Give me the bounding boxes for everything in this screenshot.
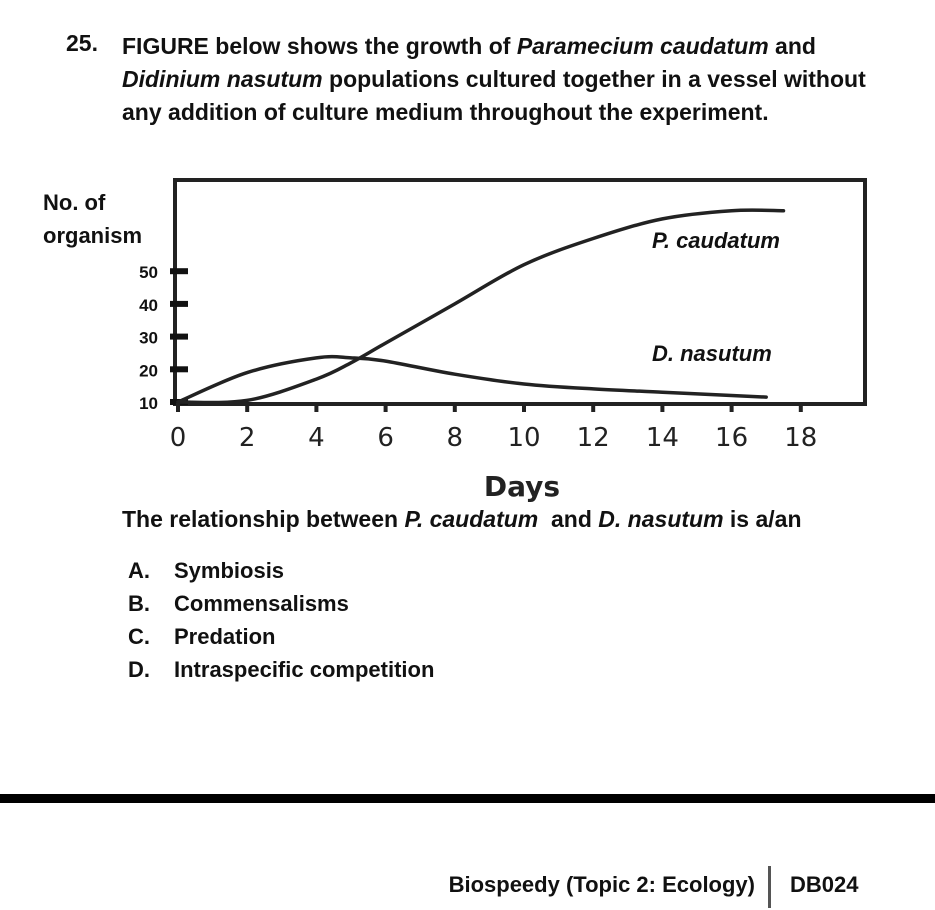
question-lead: FIGURE — [122, 33, 209, 59]
x-tick-mark — [176, 403, 180, 412]
option-letter: A. — [128, 558, 150, 583]
y-tick-mark — [170, 268, 188, 274]
x-tick-label: 4 — [308, 423, 325, 453]
option-letter: D. — [128, 657, 150, 682]
y-axis-label: No. of organism — [43, 190, 143, 248]
x-tick-mark — [245, 403, 249, 412]
x-tick-label: 14 — [645, 423, 679, 453]
x-tick-mark — [799, 403, 803, 412]
stem-species-2: D. nasutum — [598, 506, 724, 532]
option-text: Commensalisms — [174, 591, 349, 616]
x-tick-mark — [591, 403, 595, 412]
option-d[interactable] — [128, 655, 434, 688]
species-name-2: Didinium nasutum — [122, 66, 323, 92]
x-axis-label: Days — [483, 470, 561, 503]
x-tick-mark — [314, 403, 318, 412]
option-a[interactable] — [128, 556, 434, 589]
y-tick-label: 40 — [139, 295, 158, 315]
x-tick-mark — [522, 403, 526, 412]
option-text: Predation — [174, 624, 276, 649]
species-name-1: Paramecium caudatum — [516, 33, 769, 59]
footer-code: DB024 — [790, 872, 859, 897]
y-tick-label: 10 — [139, 394, 158, 413]
x-tick-label: 2 — [238, 423, 256, 453]
x-tick-label: 16 — [715, 423, 749, 453]
y-tick-mark — [170, 334, 188, 340]
stem-part-2: and — [538, 506, 599, 532]
question-number: 25. — [66, 30, 98, 56]
x-tick-mark — [660, 403, 664, 412]
y-tick-mark — [170, 366, 188, 372]
question-text-part-3: populations cultured together in a vessel without any addition of culture medium throughout the experiment. — [122, 66, 866, 125]
chart-frame — [175, 180, 865, 404]
option-letter: C. — [128, 624, 150, 649]
option-letter: B. — [128, 591, 150, 616]
x-tick-mark — [453, 403, 457, 412]
option-b[interactable] — [128, 589, 434, 622]
x-tick-label: 18 — [784, 423, 818, 453]
question-stem — [122, 506, 802, 533]
x-tick-label: 10 — [507, 423, 541, 453]
option-text: Intraspecific competition — [174, 657, 435, 682]
y-tick-mark — [170, 301, 188, 307]
series-label-d-nasutum: D. nasutum — [652, 341, 772, 366]
x-tick-label: 12 — [576, 423, 610, 453]
page-divider — [0, 794, 935, 803]
y-tick-label: 50 — [139, 263, 158, 283]
question-text-part-2: and — [768, 33, 816, 59]
stem-part-1: The relationship between — [122, 506, 405, 532]
answer-options — [128, 556, 434, 688]
x-tick-mark — [384, 403, 388, 412]
series-label-p-caudatum: P. caudatum — [652, 228, 780, 253]
x-tick-label: 0 — [169, 423, 187, 453]
option-text: Symbiosis — [174, 558, 285, 583]
question-text-part-1: below shows the growth of — [208, 33, 517, 59]
y-tick-label: 20 — [139, 361, 158, 381]
stem-part-3: is a/an — [723, 506, 802, 532]
x-tick-label: 8 — [446, 423, 464, 453]
footer-title: Biospeedy (Topic 2: Ecology) — [448, 872, 755, 897]
option-c[interactable] — [128, 622, 434, 655]
y-tick-label: 30 — [139, 328, 158, 348]
footer-separator — [768, 866, 771, 908]
x-tick-label: 6 — [377, 423, 394, 453]
stem-species-1: P. caudatum — [404, 506, 539, 532]
x-tick-mark — [730, 403, 734, 412]
